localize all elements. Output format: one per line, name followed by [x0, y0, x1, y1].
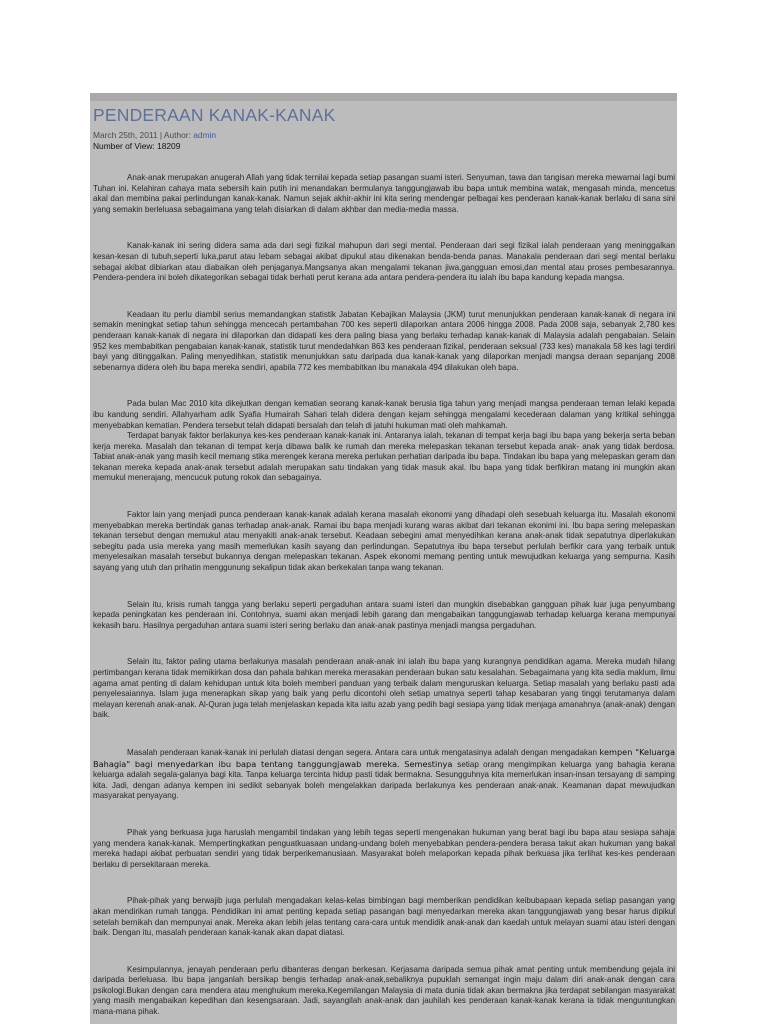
paragraph-11: Pihak-pihak yang berwajib juga perlulah mengadakan kelas-kelas bimbingan bagi memberikan pendidikan keibubapaan kepada setiap pasangan yang akan mendirikan rumah tangga. Pendidikan ini amat penting kepada setiap pasangan bagi menyedarkan mereka akan tanggungjawab yang besar harus dipikul setelah bernikah dan mempunyai anak. Mereka akan lebih jelas tentang cara-cara untuk mendidik anak-anak dan kaedah untuk melayan suami atau isteri dengan baik. Dengan itu, masalah penderaan kanak-kanak akan dapat diatasi.	[93, 896, 675, 938]
paragraph-12: Kesimpulannya, jenayah penderaan perlu dibanteras dengan berkesan. Kerjasama daripada semua pihak amat penting untuk membendung gejala ini daripada berleluasa. Ibu bapa janganlah bersikap bengis terhadap anak-anak,sebaliknya pupuklah semangat ingin maju dalam diri anak-anak dengan cara psikologi.Bukan dengan cara mendera atau menghukum mereka.Kegemilangan Malaysia di mata dunia tidak akan bermakna jika terdapat sebilangan masyarakat yang masih mengabaikan kepedihan dan kesengsaraan. Jadi, sayangilah anak-anak dan jauhilah kes penderaan kanak-kanak kerana ia tidak menguntungkan mana-mana pihak.	[93, 964, 675, 1017]
paragraph-9-highlight: kempen "Keluarga Bahagia" bagi menyedarkan ibu bapa tentang tanggungjawab mereka. Semestinya s	[93, 746, 675, 769]
paragraph-8: Selain itu, faktor paling utama berlakunya masalah penderaan anak-anak ini ialah ibu bapa yang kurangnya pendidikan agama. Mereka mudah hilang pertimbangan kerana tidak memikirkan dosa dan pahala bahkan mereka merasakan penderaan bukan satu kesalahan. Sebagaimana yang kita sedia maklum, ilmu agama amat penting di dalam kehidupan untuk kita boleh memberi panduan yang terbaik dalam menguruskan keluarga. Setiap masalah yang berlaku pasti ada penyelesaiannya. Islam juga menerapkan sikap yang baik yang perlu dicontohi oleh setiap umatnya seperti tahap kesabaran yang tinggi terutamanya dalam melayan kerenah anak-anak. Al-Quran juga telah menjelaskan kepada kita iaitu azab yang pedih bagi sesiapa yang tidak menjaga amanahnya (anak-anak) dengan baik.	[93, 657, 675, 720]
paragraph-9	[93, 747, 675, 802]
article-meta	[93, 130, 677, 140]
paragraph-1: Anak-anak merupakan anugerah Allah yang tidak ternilai kepada setiap pasangan suami isteri. Senyuman, tawa dan tangisan mereka mewarnai lagi bumi Tuhan ini. Kelahiran cahaya mata sebersih kain putih ini menandakan bermulanya tanggungjawab ibu bapa untuk membina watak, mengasah minda, mencetus akal dan membina pakai perlindungan kanak-kanak. Namun sejak akhir-akhir ini kita sering mendengar pelbagai kes penderaan kanak-kanak berlaku di sana sini yang semakin berleluasa sebagaimana yang telah disiarkan di dalam akhbar dan media-media massa.	[93, 173, 675, 214]
document-page	[90, 93, 677, 1024]
paragraph-4: Pada bulan Mac 2010 kita dikejutkan dengan kematian seorang kanak-kanak berusia tiga tahun yang menjadi mangsa penderaan teman lelaki kepada ibu kandung sendiri. Allahyarham adik Syafia Humairah Sahari telah didera dengan kejam sehingga mengalami kecederaan dalaman yang kritikal sehingga menyebabkan kematian. Pendera tersebut telah didapati bersalah dan telah di jatuhi hukuman mati oleh mahkamah.	[93, 399, 675, 430]
article-date: March 25th, 2011 | Author:	[93, 130, 194, 140]
paragraph-5: Terdapat banyak faktor berlakunya kes-kes penderaan kanak-kanak ini. Antaranya ialah, tekanan di tempat kerja bagi ibu bapa yang bekerja serta beban kerja mereka. Masalah dan tekanan di tempat kerja dibawa balik ke rumah dan mereka melepaskan tekanan tersebut kepada anak- anak yang tidak berdosa. Tabiat anak-anak yang masih kecil memang stika merengek kerana mereka perlukan perhatian daripada ibu bapa. Tindakan ibu bapa yang melepaskan geram dan tekanan mereka kepada anak-anak tersebut adalah merupakan satu tindakan yang tidak masuk akal. Ibu bapa yang tidak berfikiran matang ini mungkin akan memukul menerajang, mencucuk putung rokok dan sebagainya.	[93, 431, 675, 483]
paragraph-9-start: Masalah penderaan kanak-kanak ini perlulah diatasi dengan segera. Antara cara untuk mengatasinya adalah dengan mengadakan	[127, 747, 600, 757]
article-title: PENDERAAN KANAK-KANAK	[93, 105, 336, 125]
paragraph-3: Keadaan itu perlu diambil serius memandangkan statistik Jabatan Kebajikan Malaysia (JKM) turut menunjukkan penderaan kanak-kanak di negara ini semakin meningkat setiap tahun sehingga mencecah pertambahan 700 kes seperti dilaporkan antara 2006 hingga 2008. Pada 2008 saja, sebanyak 2,780 kes penderaan kanak-kanak di negara ini dilaporkan dan didapati kes dera paling biasa yang berlaku terhadap kanak-kanak di Malaysia adalah pengabaian. Selain 952 kes membabitkan pengabaian kanak-kanak, statistik turut mendedahkan 863 kes penderaan fizikal, penderaan seksual (733 kes) manakala 58 kes lagi terdiri bayi yang ditinggalkan. Paling menyedihkan, statistik menunjukkan satu daripada dua kanak-kanak yang dilaporkan menjadi mangsa deraan sepanjang 2008 sebenarnya didera oleh ibu bapa mereka sendiri, apabila 772 kes membabitkan ibu manakala 494 dilakukan oleh bapa.	[93, 309, 675, 372]
paragraph-9-end: etiap orang mengimpikan keluarga yang bahagia kerana keluarga adalah segala-galanya bagi kita. Tanpa keluarga tercinta hidup pasti tidak bermakna. Sesungguhnya kita memerlukan insan-insan tersayang di samping kita. Jadi, dengan adanya kempen ini sedikit sebanyak boleh mengelakkan daripada berlakunya kes penderaan anak-anak. Keamanan dapat mewujudkan masyarakat penyayang.	[93, 759, 675, 801]
paragraph-6: Faktor lain yang menjadi punca penderaan kanak-kanak adalah kerana masalah ekonomi yang dihadapi oleh sesebuah keluarga itu. Masalah ekonomi menyebabkan mereka bertindak ganas terhadap anak-anak. Ramai ibu bapa menjadi kurang waras akibat dari tekanan ekonimi ini. Ibu bapa sering melepaskan tekanan tersebut dengan memukul atau menyakiti anak-anak tersebut. Keadaan sebegini amat menyedihkan kerana anak-anak tidak sepatutnya diperlakukan sebegitu pada usia mereka yang masih memerlukan kasih sayang dan perlindungan. Sepatutnya ibu bapa tersebut perlulah berfikir cara yang terbaik untuk menyelesaikan masalah tersebut bukannya dengan melepaskan tekanan. Aspek ekonomi memang penting untuk mewujudkan keluarga yang sempurna. Kasih sayang yang utuh dan prihatin menggunung sekalipun tidak akan berkekalan tanpa wang tekanan.	[93, 510, 675, 573]
author-link[interactable]: admin	[193, 130, 217, 140]
paragraph-10: Pihak yang berkuasa juga haruslah mengambil tindakan yang lebih tegas seperti mengenakan hukuman yang berat bagi ibu bapa atau sesiapa sahaja yang mendera kanak-kanak. Mempertingkatkan penguatkuasaan undang-undang boleh menyebabkan pendera-pendera berasa takut akan hukuman yang bakal mereka hadapi akibat perbuatan sendiri yang tidak berperikemanusiaan. Masyarakat boleh melaporkan kepada pihak berkuasa jika terlihat kes-kes penderaan berlaku di persekitaraan mereka.	[93, 827, 675, 869]
paragraph-2: Kanak-kanak ini sering didera sama ada dari segi fizikal mahupun dari segi mental. Penderaan dari segi fizikal ialah penderaan yang meninggalkan kesan-kesan di tubuh,seperti luka,parut atau lebam sebagai akibat dipukul atau dikenakan benda-benda panas. Manakala penderaan dari segi mental berlaku sebagai akibat dibiarkan atau diabaikan oleh penjaganya.Mangsanya akan mengalami tekanan jiwa,gangguan emosi,dan mental atau proses pembesarannya. Pendera-pendera ini boleh dikategorikan sebagai tidak berhati perut kerana ada antara pendera-pendera itu ialah ibu bapa kandung kepada mangsa.	[93, 241, 675, 283]
header-bar	[90, 93, 677, 101]
view-count: Number of View: 18209	[93, 141, 181, 151]
paragraph-7: Selain itu, krisis rumah tangga yang berlaku seperti pergaduhan antara suami isteri dan mungkin disebabkan gangguan pihak luar juga penyumbang kepada peningkatan kes penderaan ini. Contohnya, suami akan menjadi lebih garang dan mengabaikan tanggungjawab terhadap keluarga kerana mempunyai kekasih baru. Hasilnya pergaduhan antara suami isteri sering berlaku dan anak-anak pastinya menjadi mangsa pergaduhan.	[93, 599, 675, 630]
